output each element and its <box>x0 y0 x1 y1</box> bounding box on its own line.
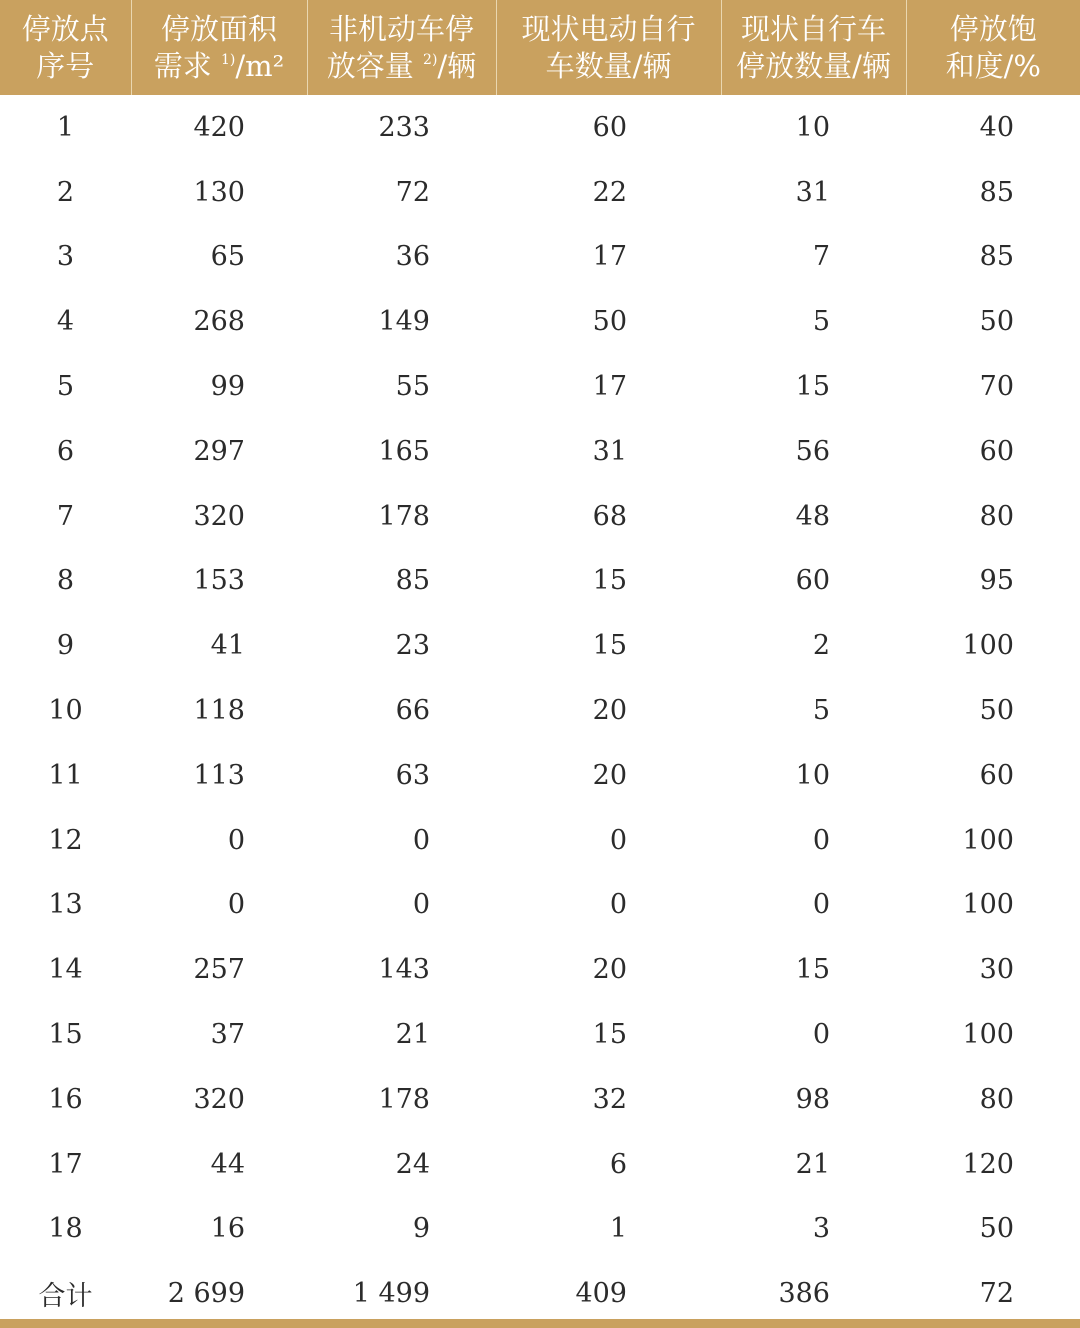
cell-bike-count: 3 <box>812 1213 830 1245</box>
header-area-demand: 停放面积 需求 $^{1)}$/m² <box>131 0 307 95</box>
cell-ebike-count: 20 <box>592 954 627 986</box>
cell-capacity: 233 <box>378 111 430 143</box>
cell-area-demand: 130 <box>193 176 245 208</box>
cell-ebike-count: 17 <box>592 371 627 403</box>
cell-ebike-count: 15 <box>592 1019 627 1051</box>
cell-area-demand: 420 <box>193 111 245 143</box>
cell-capacity: 178 <box>378 1083 430 1115</box>
cell-bike-count: 0 <box>812 1019 830 1051</box>
table-row <box>0 225 1080 290</box>
cell-capacity: 0 <box>412 889 430 921</box>
cell-bike-count: 5 <box>812 306 830 338</box>
cell-ebike-count: 20 <box>592 695 627 727</box>
cell-area-demand: 257 <box>193 954 245 986</box>
cell-site-index: 9 <box>56 630 75 662</box>
cell-ebike-count: 1 <box>609 1213 627 1245</box>
cell-bike-count: 15 <box>795 954 830 986</box>
cell-saturation: 80 <box>979 1083 1014 1115</box>
table-row <box>0 289 1080 354</box>
cell-ebike-count: 60 <box>592 111 627 143</box>
cell-site-index: 4 <box>56 306 75 338</box>
cell-site-index: 3 <box>56 241 75 273</box>
cell-bike-count: 21 <box>795 1148 830 1180</box>
cell-bike-count: 48 <box>795 500 830 532</box>
cell-site-index: 13 <box>48 889 83 921</box>
cell-bike-count: 56 <box>795 435 830 467</box>
cell-site-index: 6 <box>56 435 75 467</box>
cell-bike-count: 0 <box>812 889 830 921</box>
cell-saturation: 100 <box>962 1019 1014 1051</box>
cell-total-bike-count: 386 <box>778 1278 830 1310</box>
table-row <box>0 160 1080 225</box>
header-site-index: 停放点 序号 <box>0 0 131 95</box>
cell-site-index: 17 <box>48 1148 83 1180</box>
cell-saturation: 95 <box>979 565 1014 597</box>
total-row <box>0 1261 1080 1326</box>
table-row <box>0 549 1080 614</box>
cell-capacity: 72 <box>395 176 430 208</box>
cell-capacity: 36 <box>395 241 430 273</box>
cell-capacity: 178 <box>378 500 430 532</box>
cell-capacity: 165 <box>378 435 430 467</box>
cell-area-demand: 41 <box>210 630 245 662</box>
cell-area-demand: 99 <box>210 371 245 403</box>
cell-area-demand: 65 <box>210 241 245 273</box>
cell-area-demand: 37 <box>210 1019 245 1051</box>
table-row <box>0 873 1080 938</box>
cell-capacity: 149 <box>378 306 430 338</box>
cell-bike-count: 10 <box>795 759 830 791</box>
cell-capacity: 55 <box>395 371 430 403</box>
table-row <box>0 937 1080 1002</box>
table-row <box>0 1002 1080 1067</box>
cell-saturation: 50 <box>979 695 1014 727</box>
table-bottom-rule <box>0 1319 1080 1328</box>
cell-site-index: 8 <box>56 565 75 597</box>
cell-bike-count: 31 <box>795 176 830 208</box>
cell-saturation: 60 <box>979 759 1014 791</box>
table-row <box>0 419 1080 484</box>
cell-bike-count: 15 <box>795 371 830 403</box>
cell-area-demand: 153 <box>193 565 245 597</box>
cell-bike-count: 2 <box>812 630 830 662</box>
cell-ebike-count: 32 <box>592 1083 627 1115</box>
table-row <box>0 1067 1080 1132</box>
cell-area-demand: 0 <box>227 824 245 856</box>
cell-saturation: 30 <box>979 954 1014 986</box>
table-row <box>0 484 1080 549</box>
cell-site-index: 10 <box>48 695 83 727</box>
cell-saturation: 50 <box>979 306 1014 338</box>
table-row <box>0 678 1080 743</box>
cell-capacity: 0 <box>412 824 430 856</box>
cell-site-index: 12 <box>48 824 83 856</box>
cell-area-demand: 268 <box>193 306 245 338</box>
cell-site-index: 15 <box>48 1019 83 1051</box>
table-row <box>0 1132 1080 1197</box>
cell-area-demand: 118 <box>193 695 245 727</box>
cell-area-demand: 0 <box>227 889 245 921</box>
cell-capacity: 21 <box>395 1019 430 1051</box>
header-ebike-count: 现状电动自行 车数量/辆 <box>496 0 721 95</box>
cell-total-label: 合计 <box>38 1281 93 1313</box>
cell-capacity: 24 <box>395 1148 430 1180</box>
cell-area-demand: 113 <box>193 759 245 791</box>
cell-bike-count: 7 <box>812 241 830 273</box>
cell-ebike-count: 6 <box>609 1148 627 1180</box>
cell-area-demand: 16 <box>210 1213 245 1245</box>
cell-ebike-count: 50 <box>592 306 627 338</box>
cell-ebike-count: 0 <box>609 889 627 921</box>
cell-saturation: 100 <box>962 630 1014 662</box>
cell-ebike-count: 15 <box>592 630 627 662</box>
cell-saturation: 100 <box>962 824 1014 856</box>
cell-bike-count: 60 <box>795 565 830 597</box>
table-header <box>0 0 1080 95</box>
cell-site-index: 2 <box>56 176 75 208</box>
footnote-1: 1) <box>220 51 236 68</box>
cell-area-demand: 320 <box>193 1083 245 1115</box>
cell-ebike-count: 22 <box>592 176 627 208</box>
header-row <box>0 0 1080 95</box>
cell-site-index: 7 <box>56 500 75 532</box>
footnote-2: 2) <box>423 51 438 68</box>
cell-total-area-demand: 2 699 <box>167 1278 245 1310</box>
cell-site-index: 14 <box>48 954 83 986</box>
cell-site-index: 16 <box>48 1083 83 1115</box>
cell-saturation: 85 <box>979 176 1014 208</box>
cell-total-capacity: 1 499 <box>352 1278 430 1310</box>
cell-ebike-count: 17 <box>592 241 627 273</box>
header-saturation: 停放饱 和度/% <box>945 11 1041 83</box>
table-row <box>0 1197 1080 1262</box>
cell-capacity: 23 <box>395 630 430 662</box>
cell-bike-count: 98 <box>795 1083 830 1115</box>
cell-ebike-count: 68 <box>592 500 627 532</box>
cell-saturation: 40 <box>979 111 1014 143</box>
cell-area-demand: 297 <box>193 435 245 467</box>
cell-site-index: 11 <box>48 759 83 791</box>
cell-total-saturation: 72 <box>979 1278 1014 1310</box>
cell-capacity: 66 <box>395 695 430 727</box>
table-row <box>0 613 1080 678</box>
cell-ebike-count: 15 <box>592 565 627 597</box>
cell-ebike-count: 31 <box>592 435 627 467</box>
table-row <box>0 743 1080 808</box>
table-row <box>0 808 1080 873</box>
header-capacity: 非机动车停 放容量 $^{2)}$/辆 <box>307 0 496 95</box>
cell-area-demand: 44 <box>210 1148 245 1180</box>
cell-ebike-count: 0 <box>609 824 627 856</box>
cell-saturation: 50 <box>979 1213 1014 1245</box>
cell-bike-count: 5 <box>812 695 830 727</box>
cell-capacity: 9 <box>412 1213 430 1245</box>
cell-bike-count: 10 <box>795 111 830 143</box>
cell-saturation: 60 <box>979 435 1014 467</box>
cell-saturation: 80 <box>979 500 1014 532</box>
cell-bike-count: 0 <box>812 824 830 856</box>
cell-total-ebike-count: 409 <box>575 1278 627 1310</box>
cell-area-demand: 320 <box>193 500 245 532</box>
cell-saturation: 85 <box>979 241 1014 273</box>
cell-saturation: 120 <box>962 1148 1014 1180</box>
cell-site-index: 5 <box>56 371 75 403</box>
header-bike-count: 现状自行车 停放数量/辆 <box>721 0 906 95</box>
table-row <box>0 354 1080 419</box>
cell-site-index: 18 <box>48 1213 83 1245</box>
cell-site-index: 1 <box>56 111 75 143</box>
cell-capacity: 63 <box>395 759 430 791</box>
table-body <box>0 95 1080 1326</box>
cell-ebike-count: 20 <box>592 759 627 791</box>
cell-capacity: 85 <box>395 565 430 597</box>
cell-saturation: 70 <box>979 371 1014 403</box>
cell-saturation: 100 <box>962 889 1014 921</box>
cell-capacity: 143 <box>378 954 430 986</box>
table-row <box>0 95 1080 160</box>
